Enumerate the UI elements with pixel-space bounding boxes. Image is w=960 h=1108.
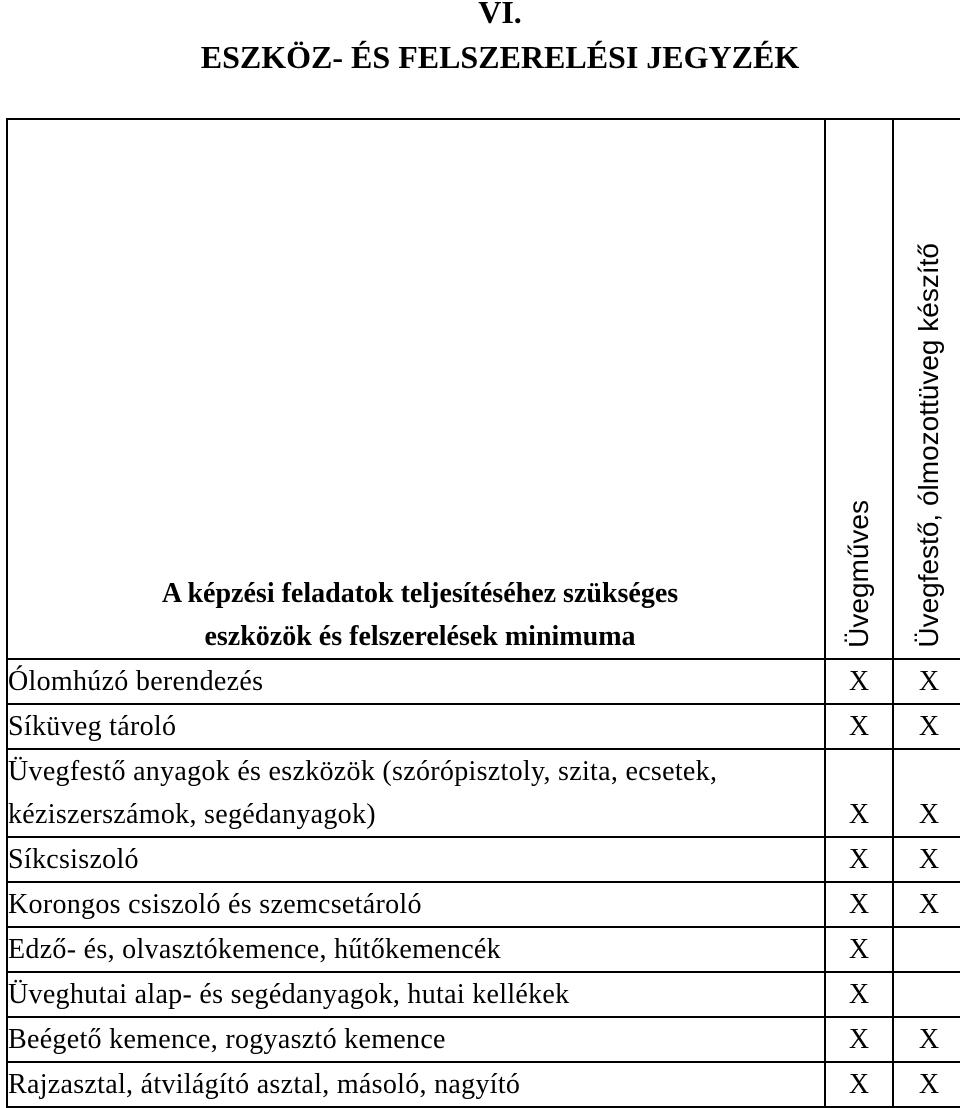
section-number: VI. <box>478 0 522 30</box>
row-mark-col1: X <box>825 882 893 927</box>
section-title: ESZKÖZ- ÉS FELSZERELÉSI JEGYZÉK <box>200 39 800 75</box>
row-mark-col2: X <box>893 1062 960 1107</box>
row-mark-col2: X <box>893 837 960 882</box>
row-item: Üvegfestő anyagok és eszközök (szórópisztoly, szita, ecsetek, kéziszerszámok, segédanyagok) <box>7 749 825 837</box>
row-item: Rajzasztal, átvilágító asztal, másoló, nagyító <box>7 1062 825 1107</box>
equipment-table <box>6 118 960 1108</box>
column-header-uvegmuves-label: Üvegműves <box>843 500 874 648</box>
header-description-line1: A képzési feladatok teljesítéséhez szükséges <box>161 578 679 609</box>
table-header-row <box>7 119 960 659</box>
row-item: Üveghutai alap- és segédanyagok, hutai kellékek <box>7 972 825 1017</box>
table-row <box>7 1062 960 1107</box>
table-row <box>7 927 960 972</box>
header-description-cell <box>7 119 825 659</box>
row-mark-col1: X <box>825 749 893 837</box>
row-mark-col2: X <box>893 704 960 749</box>
row-mark-col2: X <box>893 659 960 704</box>
column-header-uvegfesto <box>893 119 960 659</box>
row-item: Beégető kemence, rogyasztó kemence <box>7 1017 825 1062</box>
table-row <box>7 882 960 927</box>
row-mark-col1: X <box>825 659 893 704</box>
row-mark-col1: X <box>825 704 893 749</box>
table-row <box>7 704 960 749</box>
table-row <box>7 1017 960 1062</box>
table-row <box>7 659 960 704</box>
row-mark-col1: X <box>825 927 893 972</box>
row-mark-col1: X <box>825 972 893 1017</box>
table-row <box>7 837 960 882</box>
column-header-uvegfesto-label: Üvegfestő, ólmozottüveg készítő <box>913 243 944 648</box>
table-row <box>7 749 960 837</box>
row-item: Ólomhúzó berendezés <box>7 659 825 704</box>
row-mark-col2: X <box>893 749 960 837</box>
header-description-line2: eszközök és felszerelések minimuma <box>204 621 636 652</box>
row-mark-col2: X <box>893 882 960 927</box>
row-mark-col1: X <box>825 837 893 882</box>
row-item: Síkcsiszoló <box>7 837 825 882</box>
row-mark-col1: X <box>825 1017 893 1062</box>
row-mark-col2 <box>893 972 960 1017</box>
row-item: Korongos csiszoló és szemcsetároló <box>7 882 825 927</box>
row-mark-col2 <box>893 927 960 972</box>
table-row <box>7 972 960 1017</box>
column-header-uvegmuves <box>825 119 893 659</box>
row-item: Síküveg tároló <box>7 704 825 749</box>
row-mark-col1: X <box>825 1062 893 1107</box>
row-mark-col2: X <box>893 1017 960 1062</box>
row-item: Edző- és, olvasztókemence, hűtőkemencék <box>7 927 825 972</box>
